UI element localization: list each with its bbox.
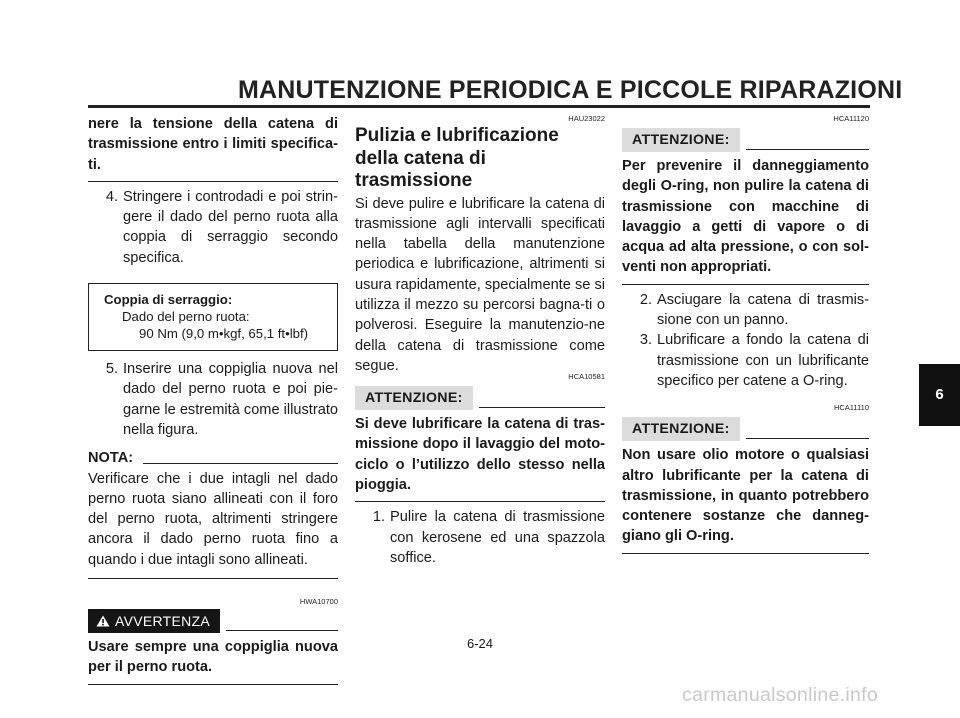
page-header-title: MANUTENZIONE PERIODICA E PICCOLE RIPARAZIONI	[238, 76, 903, 104]
warning-header-rule	[226, 630, 338, 631]
caution-badge: ATTENZIONE:	[622, 128, 740, 152]
step-number: 2.	[639, 291, 652, 308]
step-5	[88, 359, 338, 440]
column-3	[622, 114, 869, 554]
torque-item: Dado del perno ruota:	[122, 309, 250, 325]
torque-value: 90 Nm (9,0 m•kgf, 65,1 ft•lbf)	[139, 326, 309, 342]
step-number: 3.	[639, 332, 652, 349]
caution-badge: ATTENZIONE:	[622, 417, 740, 441]
warning-header	[88, 609, 338, 633]
step-4	[88, 187, 338, 268]
step-number: 1.	[372, 509, 385, 526]
caution-code: HCA11120	[833, 114, 869, 123]
caution-header-rule	[479, 407, 605, 408]
step-text: Asciugare la catena di trasmis-sione con un panno.	[657, 291, 869, 329]
chapter-tab: 6	[919, 364, 960, 426]
caution-code: HCA11110	[833, 403, 869, 413]
intro-rule	[88, 181, 338, 182]
step-number: 5.	[105, 361, 118, 378]
caution-text: Si deve lubrificare la catena di tras-missione dopo il lavaggio del moto-ciclo o l’utilizzo dello stesso nella pioggia.	[355, 416, 605, 494]
column-1	[88, 114, 338, 685]
caution-code: HCA10581	[568, 372, 605, 382]
intro-bold-text: nere la tensione della catena di trasmissione entro i limiti specifica-ti.	[88, 116, 338, 173]
section-code: HAU23022	[568, 114, 605, 123]
warning-code: HWA10700	[299, 597, 338, 607]
step-text: Pulire la catena di trasmissione con kerosene ed una spazzola soffice.	[390, 509, 605, 566]
caution-header-rule	[746, 438, 869, 439]
warning-badge	[88, 609, 220, 633]
step-text: Inserire una coppiglia nuova nel dado del perno ruota e poi pie-garne le estremità come illustrato nella figura.	[123, 361, 338, 438]
step-text: Lubrificare a fondo la catena di trasmissione con un lubrificante specifico per catene a O-ring.	[657, 332, 869, 389]
warning-text: Usare sempre una coppiglia nuova per il perno ruota.	[88, 639, 338, 676]
section-heading: Pulizia e lubrificazione della catena di trasmissione	[355, 125, 559, 191]
caution-end-rule	[622, 284, 869, 285]
caution-header-rule	[746, 149, 869, 150]
nota-text: Verificare che i due intagli nel dado perno ruota siano allineati con il foro del perno ruota, altrimenti stringere ancora il dado perno ruota fino a quando i due intagli sono allineati.	[88, 470, 338, 568]
step-3	[622, 330, 869, 391]
caution-text: Per prevenire il danneggiamento degli O-ring, non pulire la catena di trasmissione con macchine di lavaggio a getti di vapore o di acqua ad alta pressione, o con sol-venti non appropriati.	[622, 158, 869, 276]
nota-header	[88, 448, 338, 468]
step-number: 4.	[105, 188, 118, 205]
caution-header	[622, 128, 869, 152]
caution-text: Non usare olio motore o qualsiasi altro lubrificante per la catena di trasmissione, in quanto potrebbero contenere sostanze che danneg-giano gli O-ring.	[622, 447, 869, 545]
step-1	[355, 507, 605, 568]
warning-triangle-icon	[96, 615, 110, 627]
nota-end-rule	[88, 578, 338, 579]
caution-end-rule	[622, 553, 869, 554]
caution-header	[355, 386, 605, 410]
caution-header	[622, 417, 869, 441]
step-text: Stringere i controdadi e poi strin-gere il dado del perno ruota alla coppia di serraggio secondo specifica.	[123, 188, 338, 266]
nota-rule	[143, 463, 338, 464]
warning-end-rule	[88, 684, 338, 685]
column-2	[355, 114, 605, 568]
torque-title: Coppia di serraggio:	[104, 292, 233, 308]
page-number: 6-24	[466, 636, 494, 651]
step-2	[622, 290, 869, 331]
watermark: carmanualsonline.info	[682, 684, 878, 706]
caution-end-rule	[355, 501, 605, 502]
nota-label: NOTA:	[88, 450, 134, 467]
warning-label: AVVERTENZA	[115, 613, 211, 630]
caution-badge: ATTENZIONE:	[355, 386, 473, 410]
header-rule	[88, 105, 870, 108]
torque-spec-box	[88, 283, 338, 351]
section-body: Si deve pulire e lubrificare la catena di trasmissione agli intervalli specificati nella tabella della manutenzione periodica e lubrificazione, altrimenti si usura rapidamente, specialmente se si utilizza il mezzo su percorsi bagna-ti o polverosi. Eseguire la manutenzio-ne della catena di trasmissione come segue.	[355, 195, 605, 374]
